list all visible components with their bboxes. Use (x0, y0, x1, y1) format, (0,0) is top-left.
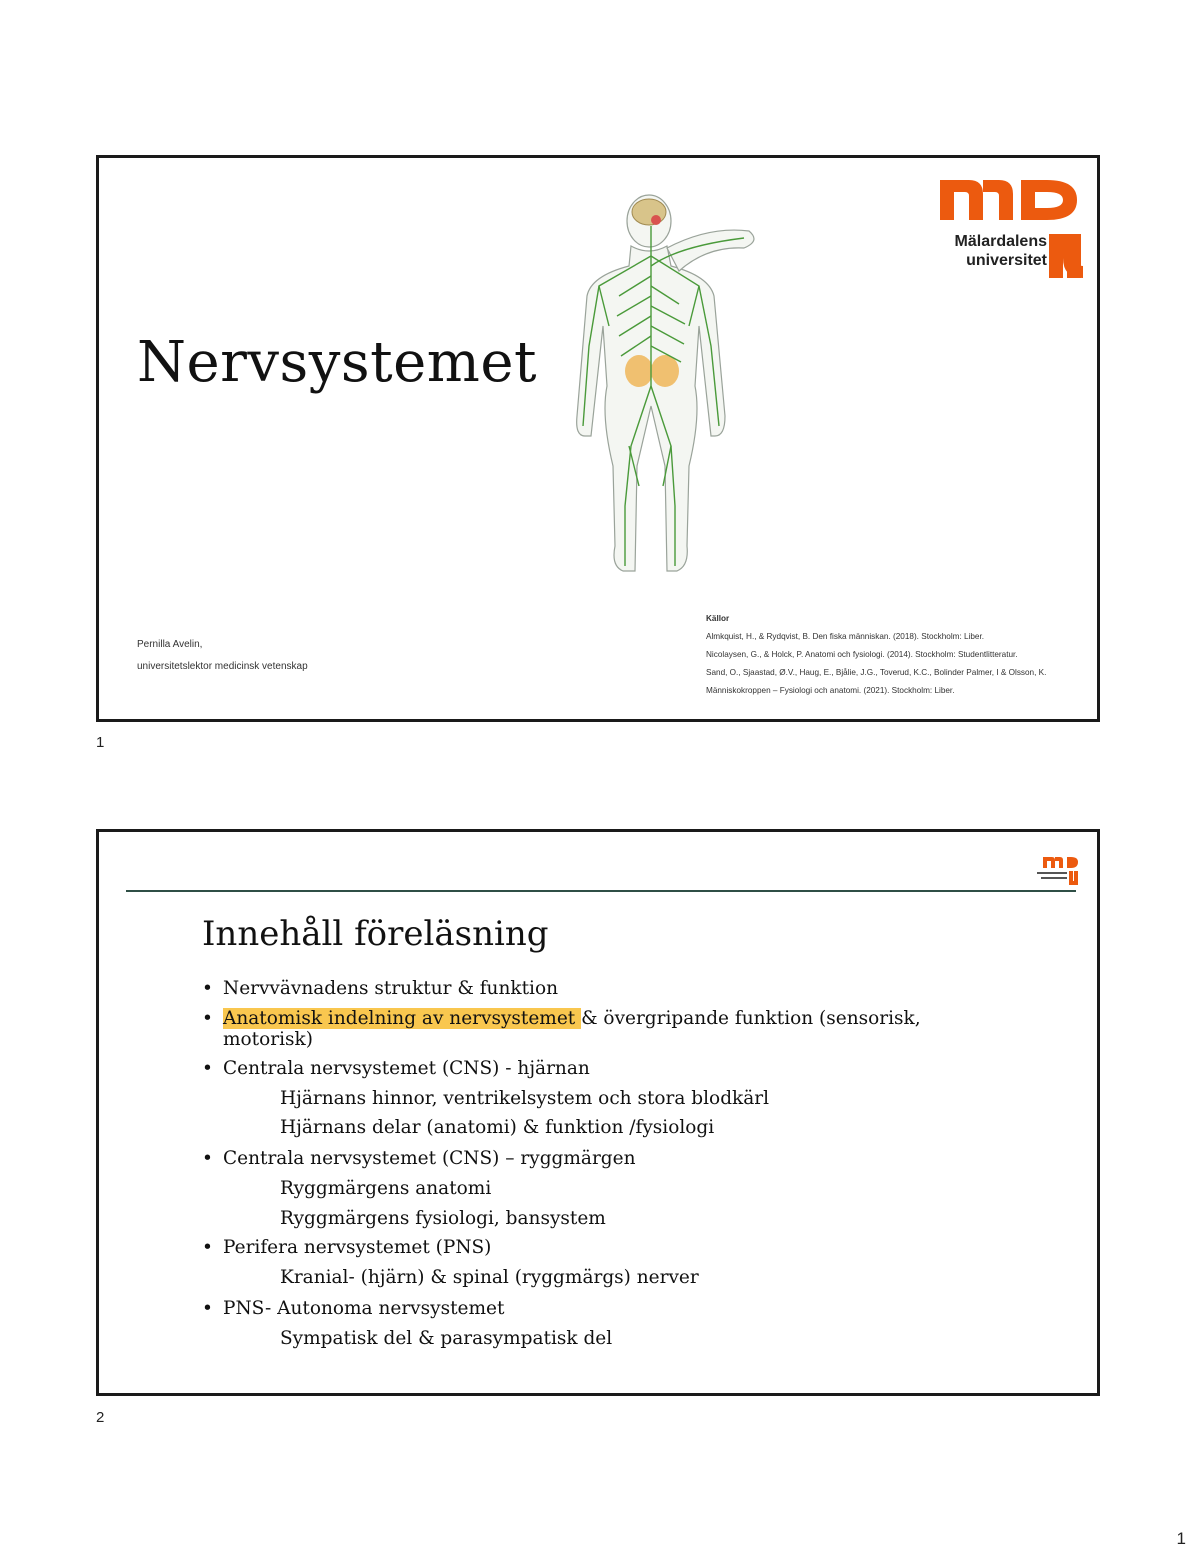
mdu-logo-small (1035, 856, 1079, 886)
author-role: universitetslektor medicinsk vetenskap (137, 661, 308, 672)
author-block (137, 634, 308, 678)
logo-text: Mälardalens universitet (954, 233, 1047, 269)
slide-title: Nervsystemet (137, 330, 538, 395)
sources-heading: Källor (706, 614, 730, 623)
sources-block (706, 610, 1076, 700)
highlighted-text: Anatomisk indelning av nervsystemet (223, 1008, 582, 1029)
source-line: Nicolaysen, G., & Holck, P. Anatomi och fysiologi. (2014). Stockholm: Studentlitteratur. (706, 650, 1018, 659)
slide-number: 1 (96, 734, 105, 751)
bullet-icon: • (202, 1298, 213, 1319)
slide-title: Innehåll föreläsning (202, 914, 549, 954)
source-line: Sand, O., Sjaastad, Ø.V., Haug, E., Bjålie, J.G., Toverud, K.C., Bolinder Palmer, I & Olsson, K. (706, 668, 1047, 677)
bullet-icon: • (202, 1058, 213, 1079)
bullet-icon: • (202, 1008, 213, 1029)
nervous-system-figure (539, 186, 779, 586)
page-number: 1 (1176, 1529, 1186, 1548)
slide-1 (96, 155, 1100, 722)
bullet-icon: • (202, 1237, 213, 1258)
header-divider (126, 890, 1076, 892)
slide-2: Innehåll föreläsning • Nervvävnadens struktur & funktion • Anatomisk indelning av nervsystemet & övergripande funktion (sensorisk, motorisk) • Centrala nervsystemet (CNS) - hjärnan Hjärnans hinnor, ventrikelsystem och stora blodkärl Hjärnans delar (anatomi) & funktion /fysiologi • Centrala nervsystemet (CNS) – ryggmärgen Ryggmärgens anatomi Ryggmärgens fysiologi, bansystem • Perifera nervsystemet (PNS) Kranial- (hjärn) & spinal (ryggmärgs) nerver • PNS- Autonoma nervsystemet Sympatisk del & parasympatisk del (96, 829, 1100, 1396)
source-line: Människokroppen – Fysiologi och anatomi. (2021). Stockholm: Liber. (706, 686, 955, 695)
slide-number: 2 (96, 1409, 105, 1426)
author-name: Pernilla Avelin, (137, 639, 203, 650)
bullet-icon: • (202, 1148, 213, 1169)
source-line: Almkquist, H., & Rydqvist, B. Den fiska människan. (2018). Stockholm: Liber. (706, 632, 985, 641)
bullet-icon: • (202, 978, 213, 999)
